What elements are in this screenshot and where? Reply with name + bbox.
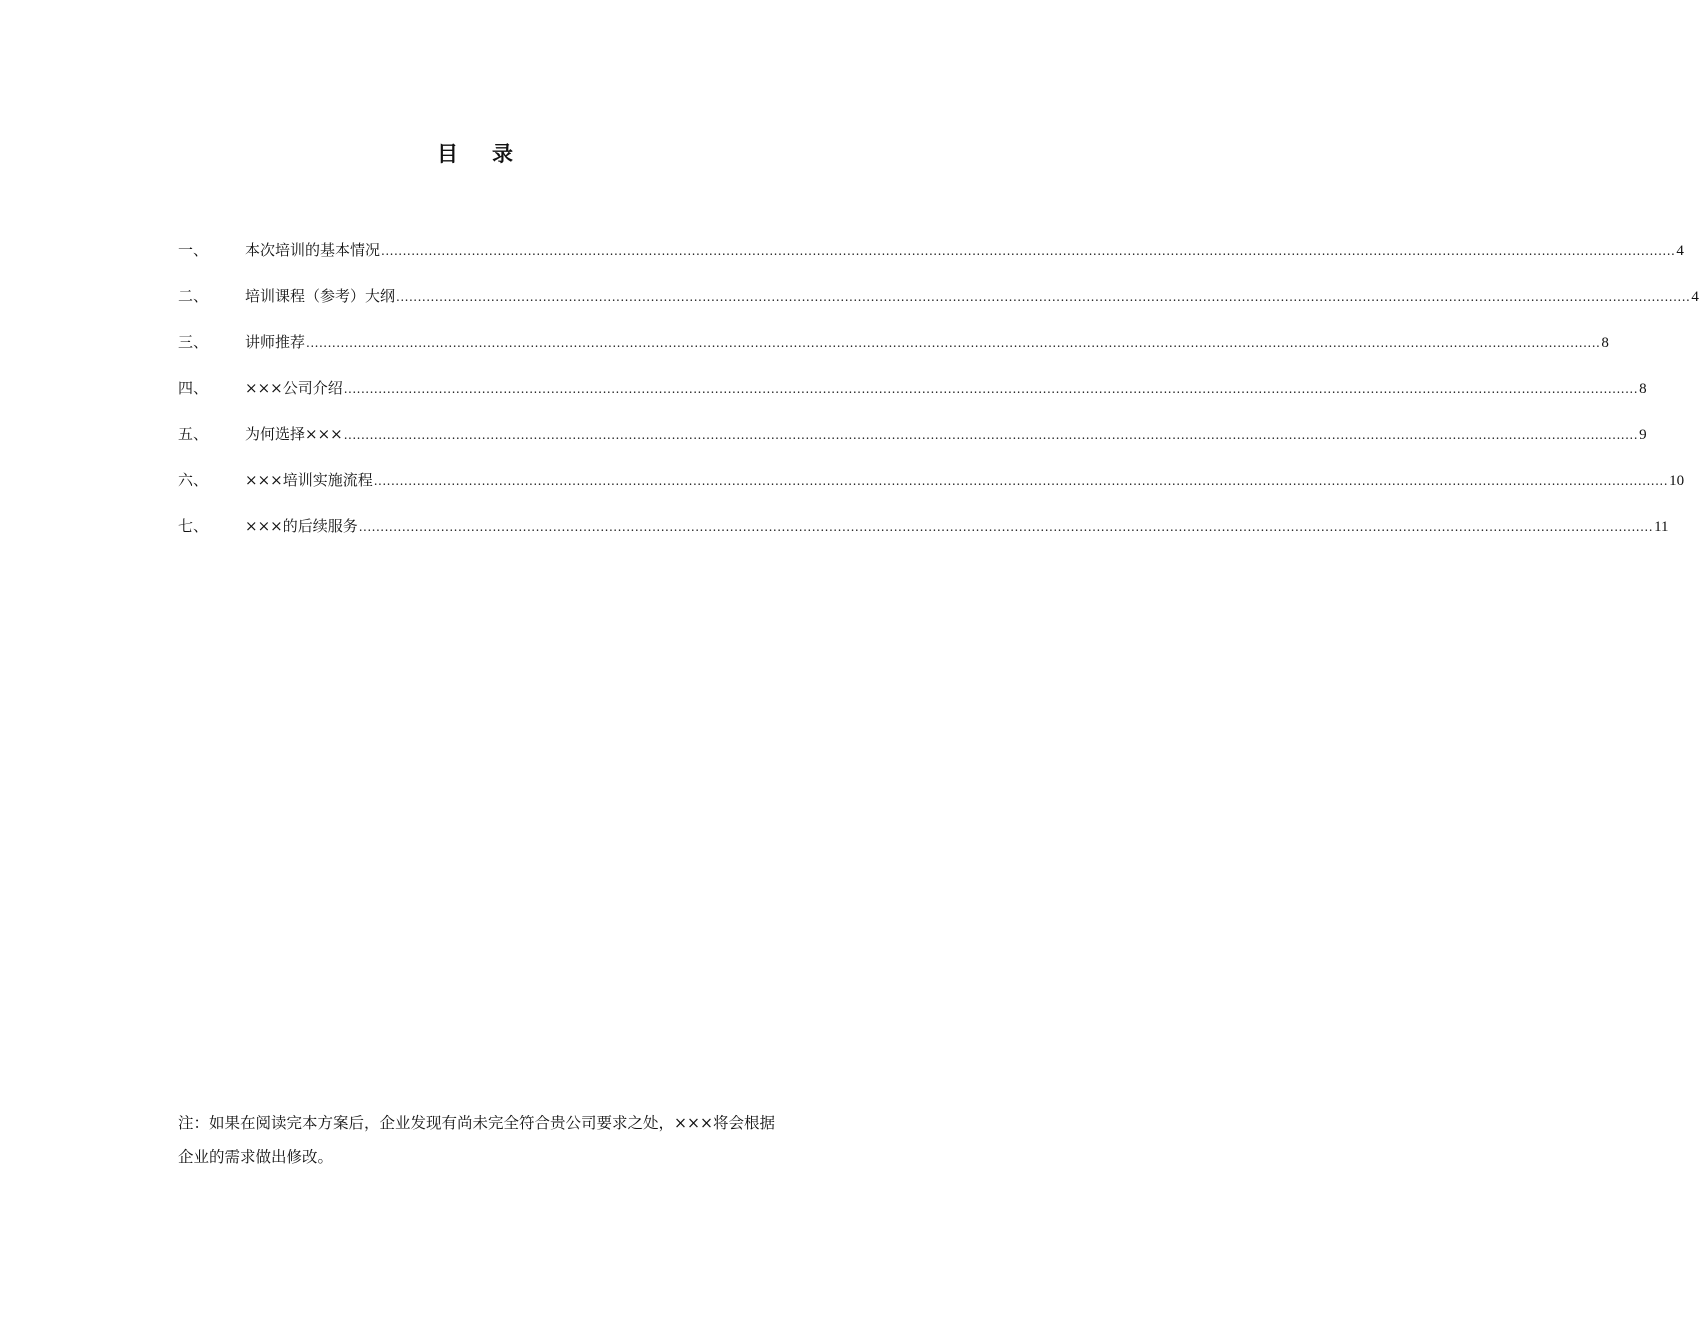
toc-entry-title: 本次培训的基本情况 bbox=[245, 241, 381, 259]
toc-dot-leader: ............................................................................................................................................................................................................................................................................................................ bbox=[306, 336, 1601, 350]
toc-dot-leader: ............................................................................................................................................................................................................................................................................................................ bbox=[343, 382, 1639, 396]
toc-dot-leader: ............................................................................................................................................................................................................................................................................................................ bbox=[396, 290, 1691, 304]
toc-entry-page: 8 bbox=[1601, 335, 1609, 351]
toc-entry[interactable] bbox=[178, 375, 1647, 421]
toc-entry-number: 六、 bbox=[178, 471, 209, 489]
toc-entry-number: 七、 bbox=[178, 517, 209, 535]
footnote-text: 注：如果在阅读完本方案后，企业发现有尚未完全符合贵公司要求之处，×××将会根据企业的需求做出修改。 bbox=[178, 1114, 775, 1166]
toc-entry-page: 4 bbox=[1691, 289, 1699, 305]
toc-entry-page: 10 bbox=[1669, 473, 1685, 489]
toc-dot-leader: ............................................................................................................................................................................................................................................................................................................ bbox=[373, 474, 1669, 488]
toc-dot-leader: ............................................................................................................................................................................................................................................................................................................ bbox=[343, 428, 1639, 442]
toc-entry-title: ×××培训实施流程 bbox=[245, 471, 373, 489]
toc-entry-number: 一、 bbox=[178, 241, 209, 259]
toc-entry-page: 9 bbox=[1639, 427, 1647, 443]
toc-entry[interactable] bbox=[178, 283, 1699, 329]
page-title-char-2: 录 bbox=[492, 142, 513, 167]
toc-entry-title: 讲师推荐 bbox=[245, 333, 306, 351]
toc-entry-title: ×××公司介绍 bbox=[245, 379, 343, 397]
toc-entry-number: 三、 bbox=[178, 333, 209, 351]
toc-entry-title: ×××的后续服务 bbox=[245, 517, 358, 535]
toc-entry-title: 为何选择××× bbox=[245, 425, 343, 443]
toc-entry-number: 五、 bbox=[178, 425, 209, 443]
toc-entry-page: 11 bbox=[1654, 519, 1669, 535]
toc-entry[interactable] bbox=[178, 513, 1669, 559]
table-of-contents bbox=[178, 237, 1699, 559]
toc-dot-leader: ............................................................................................................................................................................................................................................................................................................ bbox=[358, 520, 1654, 534]
toc-entry-title: 培训课程（参考）大纲 bbox=[245, 287, 396, 305]
toc-entry[interactable] bbox=[178, 329, 1609, 375]
toc-entry-page: 4 bbox=[1676, 243, 1684, 259]
toc-entry-page: 8 bbox=[1639, 381, 1647, 397]
page-title bbox=[0, 138, 950, 168]
toc-dot-leader: ............................................................................................................................................................................................................................................................................................................ bbox=[381, 244, 1676, 258]
page-title-char-1: 目 bbox=[437, 142, 458, 167]
toc-entry-number: 四、 bbox=[178, 379, 209, 397]
toc-entry-number: 二、 bbox=[178, 287, 209, 305]
toc-entry[interactable] bbox=[178, 237, 1684, 283]
toc-entry[interactable] bbox=[178, 421, 1647, 467]
toc-entry[interactable] bbox=[178, 467, 1685, 513]
